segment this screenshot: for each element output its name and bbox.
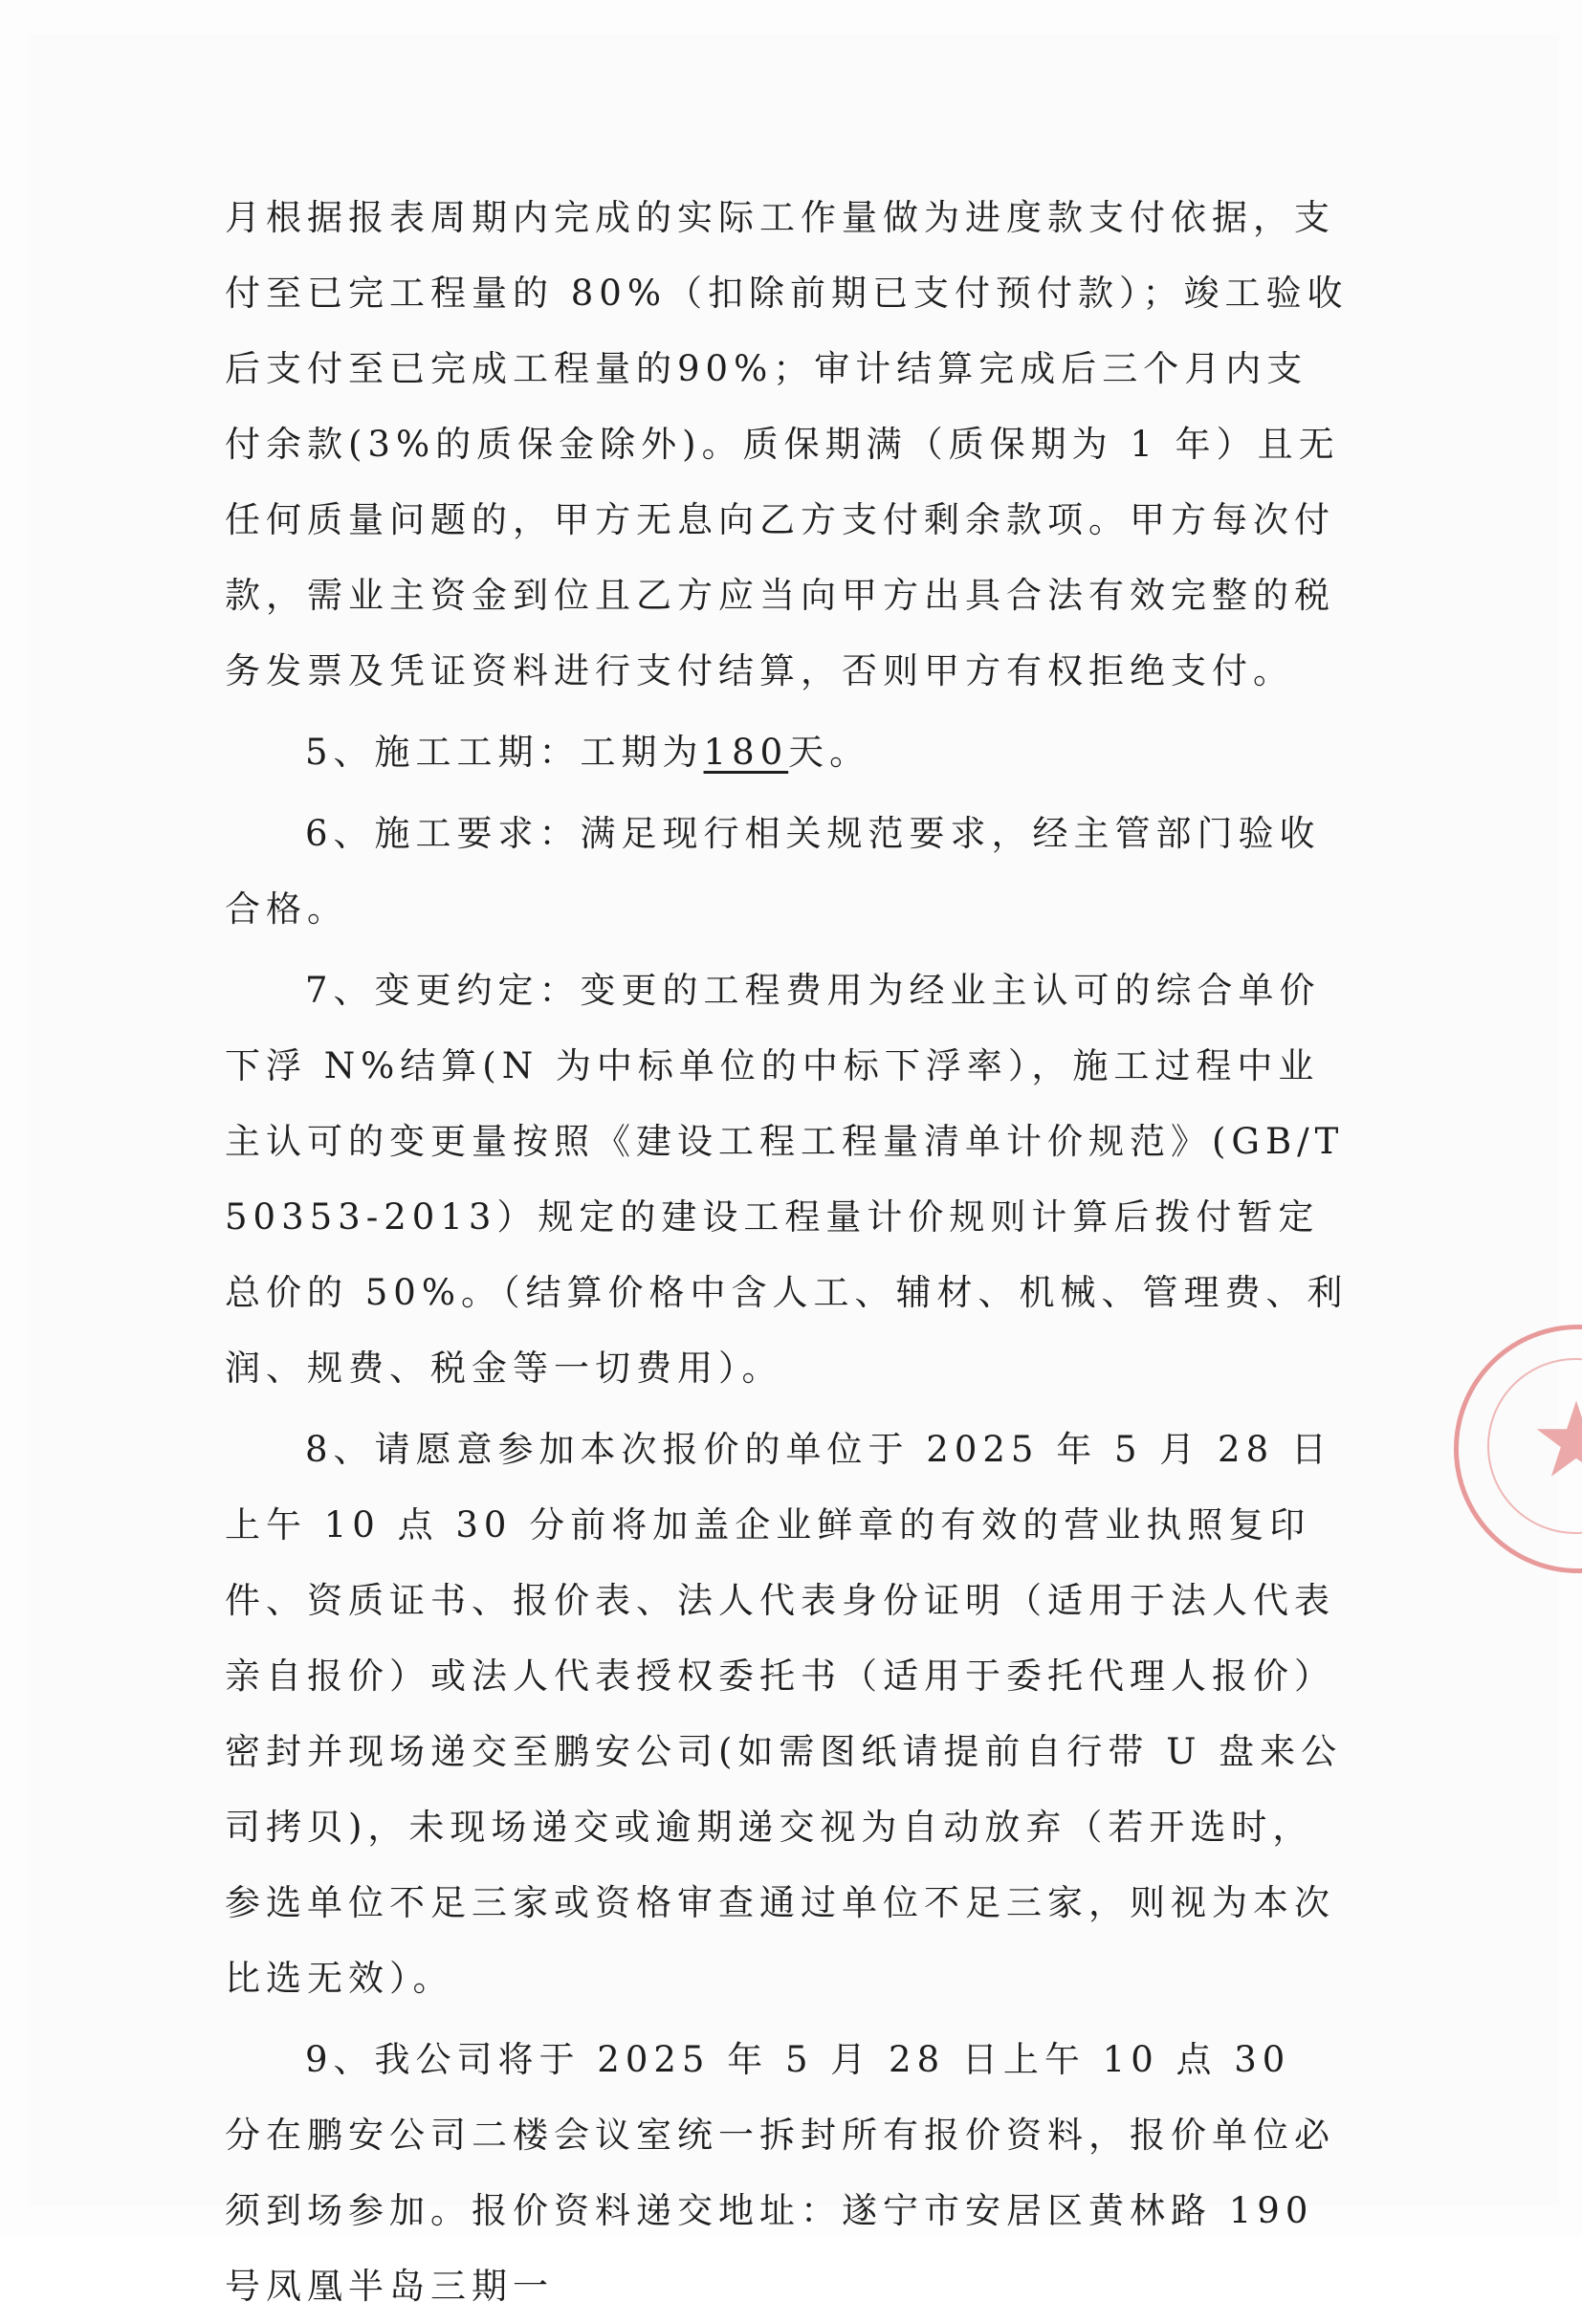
construction-period-label: 5、施工工期：工期为 [305, 732, 704, 773]
change-agreement-paragraph: 7、变更约定：变更的工程费用为经业主认可的综合单价下浮 N%结算(N 为中标单位的中标下浮率），施工过程中业主认可的变更量按照《建设工程工程量清单计价规范》(GB/T50353-2013）规定的建设工程量计价规则计算后拨付暂定总价的 50%。（结算价格中含人工、辅材、机械、管理费、利润、规费、税金等一切费用）。 [225, 970, 1349, 1389]
construction-requirements-paragraph: 6、施工要求：满足现行相关规范要求，经主管部门验收合格。 [225, 813, 1321, 930]
payment-terms-paragraph: 月根据报表周期内完成的实际工作量做为进度款支付依据，支付至已完工程量的 80%（扣除前期已支付预付款）；竣工验收后支付至已完成工程量的90%；审计结算完成后三个月内支付余款(3%的质保金除外)。质保期满（质保期为 1 年）且无任何质量问题的，甲方无息向乙方支付剩余款项。甲方每次付款，需业主资金到位且乙方应当向甲方出具合法有效完整的税务发票及凭证资料进行支付结算，否则甲方有权拒绝支付。 [225, 197, 1349, 691]
bid-opening-paragraph: 9、我公司将于 2025 年 5 月 28 日上午 10 点 30 分在鹏安公司二楼会议室统一拆封所有报价资料，报价单位必须到场参加。报价资料递交地址：遂宁市安居区黄林路 190 号凤凰半岛三期一 [225, 2039, 1335, 2307]
bid-submission-paragraph: 8、请愿意参加本次报价的单位于 2025 年 5 月 28 日上午 10 点 30 分前将加盖企业鲜章的有效的营业执照复印件、资质证书、报价表、法人代表身份证明（适用于法人代表亲自报价）或法人代表授权委托书（适用于委托代理人报价）密封并现场递交至鹏安公司(如需图纸请提前自行带 U 盘来公司拷贝)，未现场递交或逾期递交视为自动放弃（若开选时，参选单位不足三家或资格审查通过单位不足三家，则视为本次比选无效）。 [225, 1429, 1343, 1999]
construction-period-unit: 天。 [788, 732, 871, 773]
construction-period-days: 180 [703, 732, 789, 773]
construction-period-paragraph [225, 714, 1349, 790]
seal-star-icon [1533, 1396, 1582, 1482]
document-body [225, 180, 1349, 2324]
